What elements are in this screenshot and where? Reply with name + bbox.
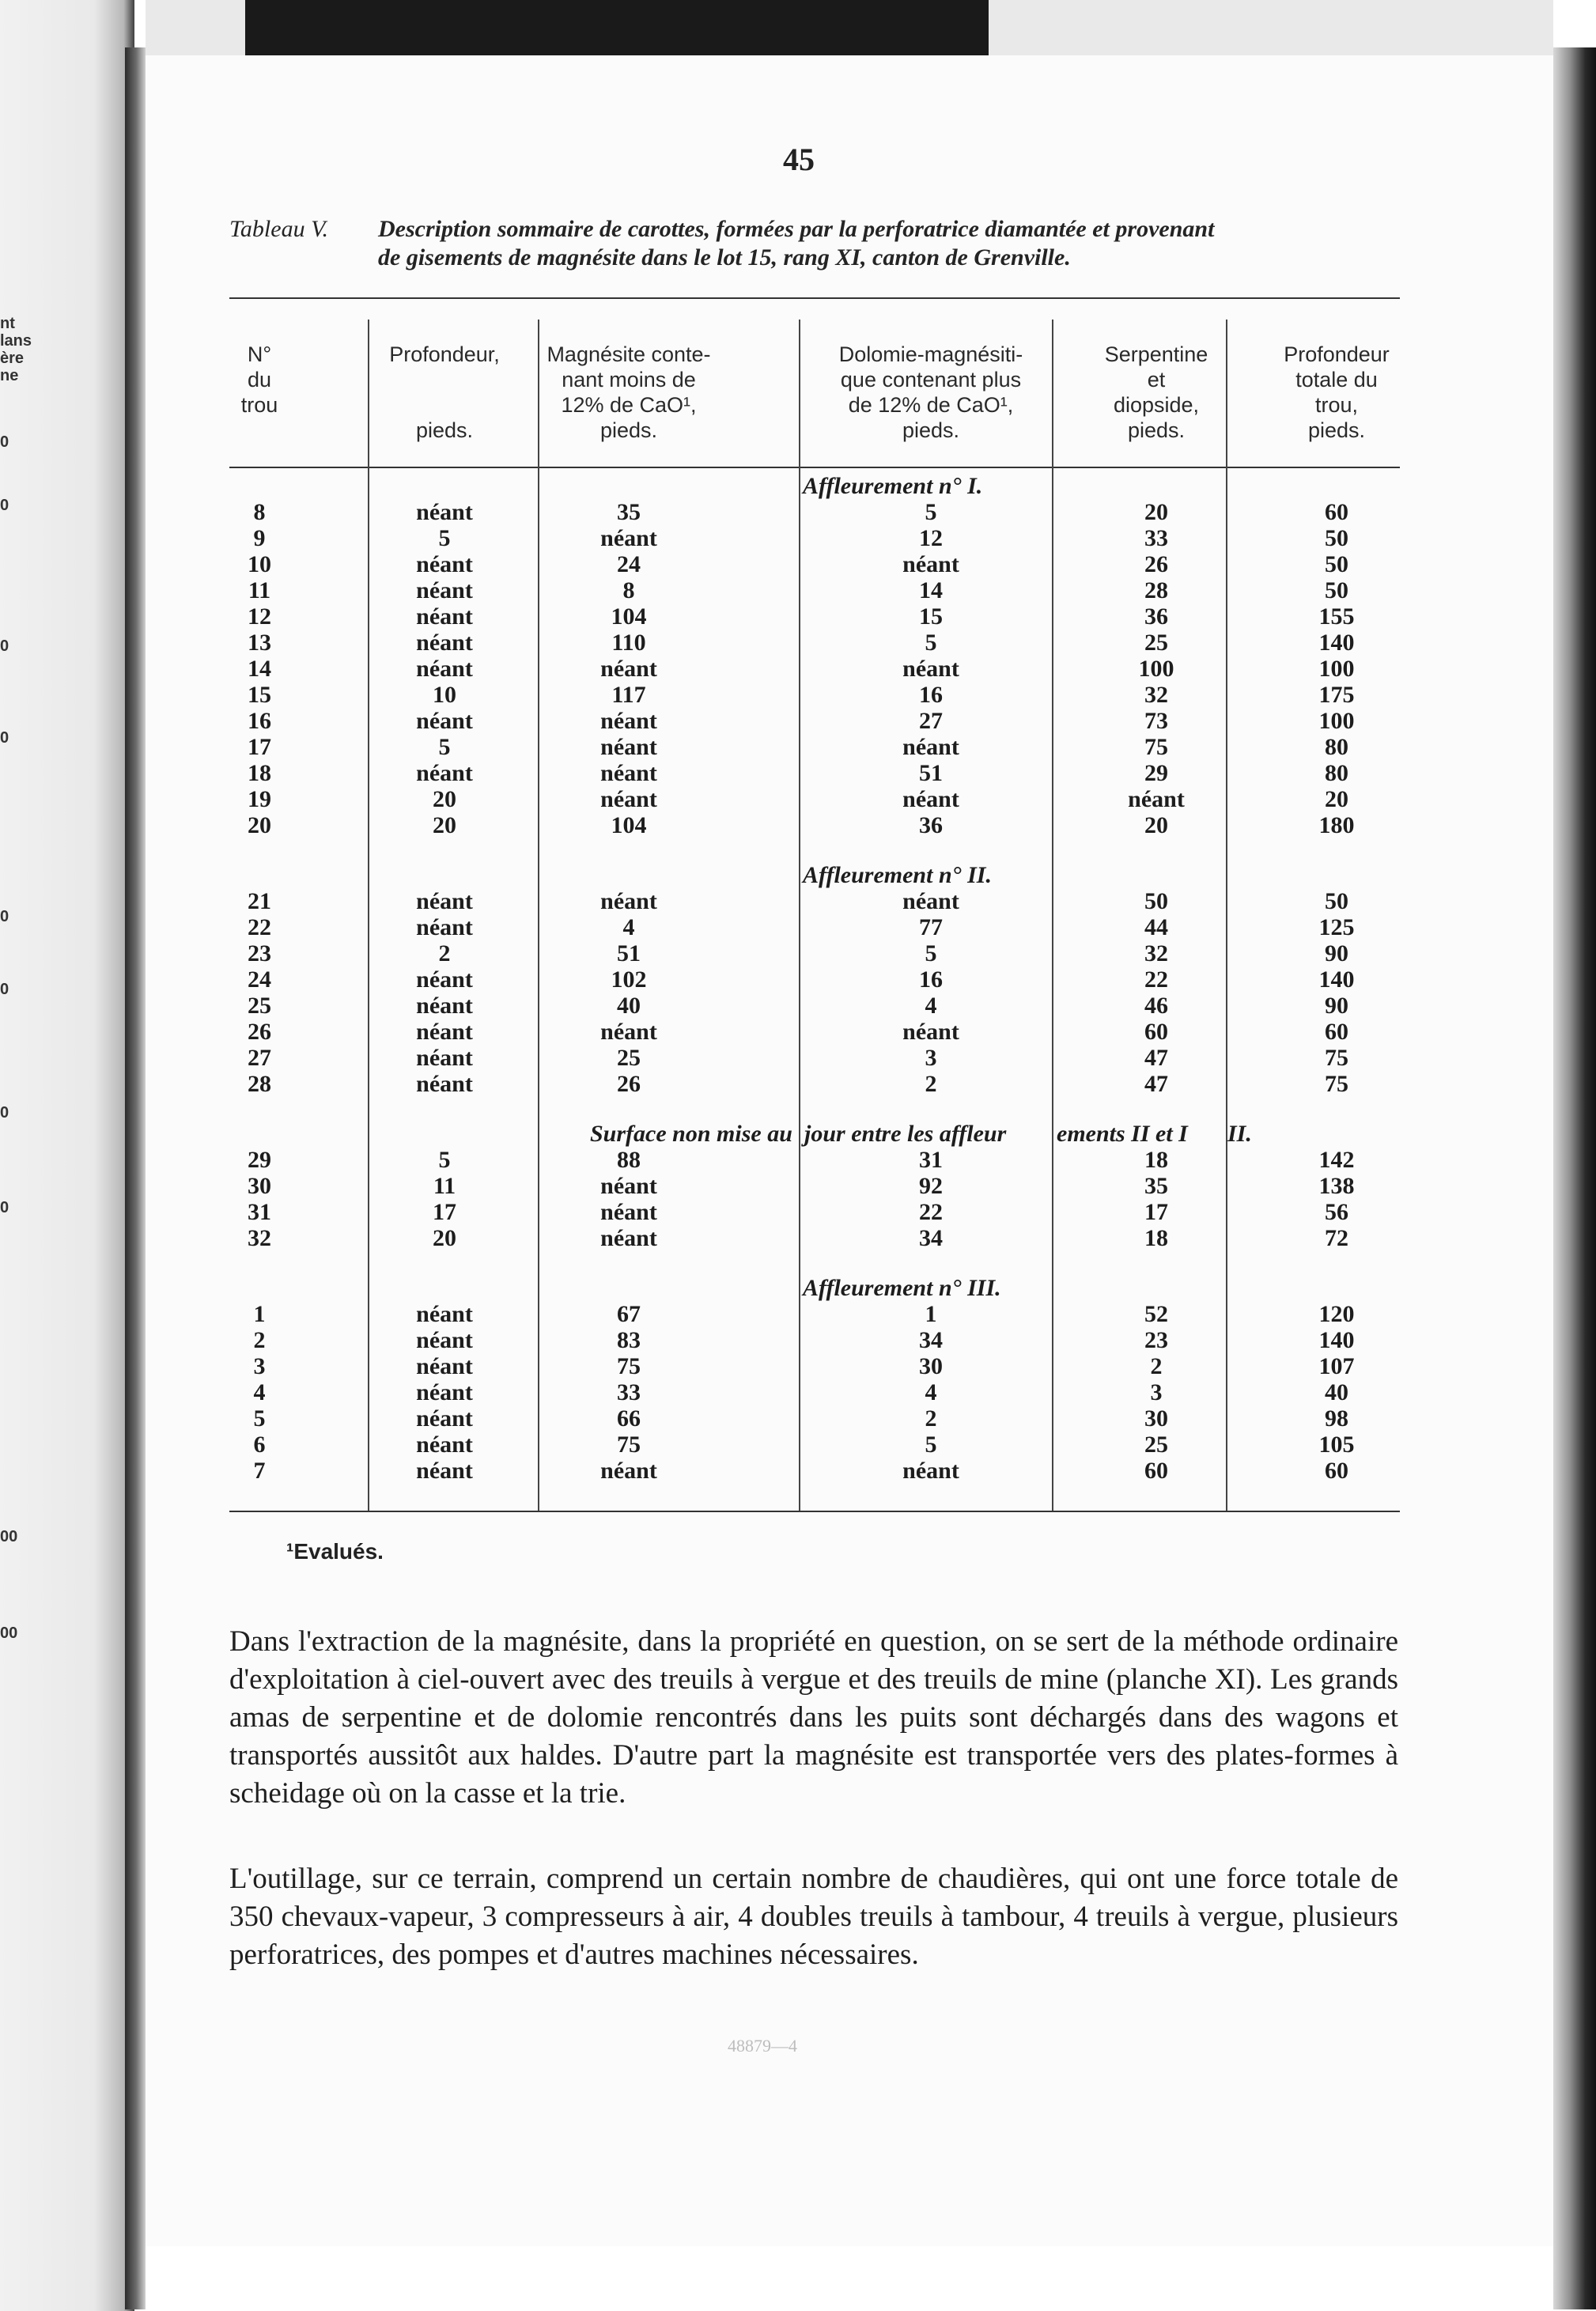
- table-cell: 8: [253, 499, 266, 525]
- table-cell: 34: [919, 1327, 943, 1353]
- table-cell: 17: [433, 1199, 456, 1225]
- table-cell: néant: [416, 1301, 473, 1327]
- left-page-fragment: 0: [0, 908, 9, 925]
- left-page-fragment: 0: [0, 981, 9, 998]
- table-row: [229, 760, 1400, 786]
- table-cell: 29: [1144, 760, 1168, 786]
- table-cell: 2: [253, 1327, 266, 1353]
- table-header-cell: pieds.: [599, 418, 658, 442]
- table-cell: néant: [416, 630, 473, 656]
- table-row: [229, 1199, 1400, 1225]
- table-row: [229, 1379, 1400, 1405]
- table-cell: 107: [1318, 1353, 1355, 1379]
- table-cell: 25: [1144, 1432, 1168, 1458]
- table-cell: 50: [1144, 888, 1168, 914]
- table-cell: 110: [611, 630, 646, 656]
- table-cell: 98: [1325, 1405, 1348, 1432]
- table-cell: néant: [600, 1458, 657, 1484]
- table-cell: 18: [1144, 1147, 1168, 1173]
- table-cell: néant: [416, 551, 473, 577]
- table-cell: 30: [919, 1353, 943, 1379]
- table-cell: 11: [433, 1173, 456, 1199]
- book-spine-shadow: [125, 47, 146, 2309]
- table-header-cell: Profondeur: [1284, 342, 1390, 366]
- table-cell: néant: [600, 786, 657, 812]
- caption-label: Tableau V.: [229, 216, 329, 242]
- table-cell: 92: [919, 1173, 943, 1199]
- table-cell: 4: [925, 993, 937, 1019]
- table-cell: 4: [253, 1379, 266, 1405]
- table-cell: 2: [925, 1071, 937, 1097]
- table-cell: néant: [902, 1019, 959, 1045]
- left-page-fragment: 0: [0, 497, 9, 514]
- table-cell: 50: [1325, 551, 1348, 577]
- table-header-cell: et: [1147, 368, 1166, 391]
- table-cell: 117: [611, 682, 646, 708]
- left-page-fragment: nt: [0, 315, 15, 332]
- table-cell: néant: [600, 656, 657, 682]
- table-header-cell: N°: [247, 342, 272, 366]
- table-cell: 100: [1138, 656, 1174, 682]
- table-cell: 8: [622, 577, 635, 603]
- table-cell: 20: [1144, 812, 1168, 838]
- table-cell: 44: [1144, 914, 1168, 940]
- table-cell: 100: [1318, 656, 1355, 682]
- table-cell: 33: [617, 1379, 641, 1405]
- table-cell: néant: [416, 708, 473, 734]
- table-cell: 88: [617, 1147, 641, 1173]
- table-cell: néant: [902, 786, 959, 812]
- table-cell: 27: [919, 708, 943, 734]
- table-cell: 30: [1144, 1405, 1168, 1432]
- table-cell: 40: [1325, 1379, 1348, 1405]
- table-cell: 40: [617, 993, 641, 1019]
- table-cell: 140: [1318, 630, 1355, 656]
- table-cell: 102: [611, 966, 647, 993]
- table-cell: néant: [416, 1045, 473, 1071]
- table-cell: 16: [919, 966, 943, 993]
- table-row: [229, 1301, 1400, 1327]
- table-cell: 23: [248, 940, 271, 966]
- table-cell: néant: [600, 760, 657, 786]
- table-cell: néant: [600, 1019, 657, 1045]
- table-cell: 75: [617, 1432, 641, 1458]
- table-cell: 16: [248, 708, 271, 734]
- table-cell: néant: [600, 888, 657, 914]
- printer-stamp: 48879—4: [728, 2036, 797, 2056]
- paragraph-equipment: L'outillage, sur ce terrain, comprend un certain nombre de chaudières, qui ont une force totale de 350 chevaux-vapeur, 3 compresseurs à air, 4 doubles treuils à tambour, 4 treuils à vergue, plusieurs perforatrices, des pompes et d'autres machines nécessaires.: [229, 1863, 1398, 1971]
- left-page-fragment: 0: [0, 1104, 9, 1121]
- table-cell: néant: [902, 551, 959, 577]
- table-cell: 100: [1318, 708, 1355, 734]
- table-cell: 35: [1144, 1173, 1168, 1199]
- table-cell: néant: [416, 760, 473, 786]
- left-page-fragment: 0: [0, 637, 9, 655]
- table-header-cell: pieds.: [415, 418, 474, 442]
- table-cell: néant: [416, 1405, 473, 1432]
- table-cell: 51: [617, 940, 641, 966]
- table-caption: [229, 215, 1416, 272]
- left-page-text-fragments: [0, 0, 32, 2311]
- table-cell: 31: [248, 1199, 271, 1225]
- table-cell: 1: [925, 1301, 937, 1327]
- table-cell: 4: [622, 914, 635, 940]
- table-cell: 9: [253, 525, 266, 551]
- table-cell: 28: [1144, 577, 1168, 603]
- table-cell: 26: [1144, 551, 1168, 577]
- table-row: [229, 888, 1400, 914]
- table-row: [229, 914, 1400, 940]
- table-cell: 13: [248, 630, 271, 656]
- table-cell: 2: [438, 940, 451, 966]
- table-row: [229, 630, 1400, 656]
- table-row: [229, 1045, 1400, 1071]
- table-cell: 24: [248, 966, 271, 993]
- table-cell: 20: [433, 786, 456, 812]
- table-cell: 142: [1318, 1147, 1355, 1173]
- table-header-cell: pieds.: [902, 418, 960, 442]
- table-cell: 60: [1144, 1458, 1168, 1484]
- table-row: [229, 786, 1400, 812]
- table-cell: néant: [416, 888, 473, 914]
- table-cell: 36: [919, 812, 943, 838]
- table-cell: 104: [611, 812, 647, 838]
- table-cell: 34: [919, 1225, 943, 1251]
- table-cell: 5: [925, 940, 937, 966]
- table-cell: 18: [248, 760, 271, 786]
- table-cell: 47: [1144, 1045, 1168, 1071]
- table-cell: 20: [248, 812, 271, 838]
- table-cell: 60: [1325, 499, 1348, 525]
- table-cell: 35: [617, 499, 641, 525]
- table-cell: 77: [919, 914, 943, 940]
- table-header-cell: Serpentine: [1104, 342, 1208, 366]
- table-row: [229, 499, 1400, 525]
- table-cell: néant: [902, 1458, 959, 1484]
- table-cell: 104: [611, 603, 647, 630]
- table-cell: néant: [902, 888, 959, 914]
- table-cell: 60: [1144, 1019, 1168, 1045]
- table-cell: 16: [919, 682, 943, 708]
- table-cell: 20: [1325, 786, 1348, 812]
- table-cell: 50: [1325, 525, 1348, 551]
- table-top-rule: [229, 297, 1400, 299]
- table-row: [229, 551, 1400, 577]
- table-cell: 27: [248, 1045, 271, 1071]
- table-header-cell: nant moins de: [562, 368, 696, 391]
- caption-line-2: de gisements de magnésite dans le lot 15, rang XI, canton de Grenville.: [378, 244, 1071, 270]
- table-cell: 22: [1144, 966, 1168, 993]
- table-header-cell: Magnésite conte-: [546, 342, 711, 366]
- table-header-cell: du: [247, 368, 272, 391]
- table-footnote: ¹Evalués.: [286, 1539, 384, 1564]
- table-cell: 26: [248, 1019, 271, 1045]
- page-right-edge: [1553, 47, 1596, 2309]
- table-cell: néant: [416, 656, 473, 682]
- table-cell: 12: [919, 525, 943, 551]
- table-row: [229, 1353, 1400, 1379]
- table-cell: 17: [1144, 1199, 1168, 1225]
- table-header-rule: [229, 467, 1400, 468]
- table-cell: 25: [1144, 630, 1168, 656]
- table-header-cell: diopside,: [1113, 393, 1200, 417]
- table-cell: néant: [416, 1458, 473, 1484]
- table-cell: 175: [1318, 682, 1355, 708]
- page-number: 45: [783, 142, 815, 177]
- table-row: [229, 656, 1400, 682]
- table-cell: 155: [1318, 603, 1355, 630]
- table-cell: 2: [925, 1405, 937, 1432]
- table-header-cell: Dolomie-magnésiti-: [838, 342, 1023, 366]
- table-row: [229, 993, 1400, 1019]
- table-row: [229, 734, 1400, 760]
- table-cell: 66: [617, 1405, 641, 1432]
- table-cell: néant: [416, 1327, 473, 1353]
- table-cell: 72: [1325, 1225, 1348, 1251]
- table-cell: néant: [600, 1173, 657, 1199]
- table-cell: 20: [433, 1225, 456, 1251]
- section-title-part: jour entre les affleur: [804, 1121, 1007, 1147]
- table-cell: néant: [600, 525, 657, 551]
- table-row: [229, 577, 1400, 603]
- table-cell: 32: [1144, 940, 1168, 966]
- table-cell: 67: [617, 1301, 641, 1327]
- table-cell: néant: [416, 577, 473, 603]
- table-cell: 22: [248, 914, 271, 940]
- table-row: [229, 1327, 1400, 1353]
- left-page-fragment: lans: [0, 332, 32, 350]
- table-cell: 17: [248, 734, 271, 760]
- section-title: Affleurement n° II.: [803, 862, 992, 888]
- table-cell: néant: [600, 1199, 657, 1225]
- section-title: Affleurement n° I.: [803, 473, 983, 499]
- table-cell: 7: [253, 1458, 266, 1484]
- left-page-fragment: 0: [0, 729, 9, 747]
- table-cell: néant: [600, 1225, 657, 1251]
- table-row: [229, 603, 1400, 630]
- table-cell: 75: [1144, 734, 1168, 760]
- table-cell: néant: [416, 603, 473, 630]
- table-cell: 15: [248, 682, 271, 708]
- section-title: Affleurement n° III.: [803, 1275, 1001, 1301]
- table-cell: 5: [438, 1147, 451, 1173]
- table-cell: 60: [1325, 1019, 1348, 1045]
- table-cell: 31: [919, 1147, 943, 1173]
- table-cell: 60: [1325, 1458, 1348, 1484]
- table-header-cell: Profondeur,: [389, 342, 500, 366]
- table-cell: 18: [1144, 1225, 1168, 1251]
- table-cell: 5: [925, 630, 937, 656]
- table-cell: 25: [248, 993, 271, 1019]
- table-row: [229, 1432, 1400, 1458]
- table-row: [229, 966, 1400, 993]
- table-cell: 6: [253, 1432, 266, 1458]
- table-cell: néant: [416, 1019, 473, 1045]
- table-cell: néant: [416, 1353, 473, 1379]
- table-cell: 3: [253, 1353, 266, 1379]
- table-row: [229, 1173, 1400, 1199]
- table-cell: 5: [438, 525, 451, 551]
- table-cell: 10: [433, 682, 456, 708]
- table-cell: 32: [248, 1225, 271, 1251]
- table-cell: 47: [1144, 1071, 1168, 1097]
- table-cell: néant: [416, 966, 473, 993]
- table-cell: 33: [1144, 525, 1168, 551]
- table-cell: 29: [248, 1147, 271, 1173]
- table-row: [229, 682, 1400, 708]
- table-cell: 140: [1318, 966, 1355, 993]
- table-row: [229, 525, 1400, 551]
- table-cell: néant: [1128, 786, 1185, 812]
- table-cell: néant: [416, 1071, 473, 1097]
- table-row: [229, 812, 1400, 838]
- table-cell: 138: [1318, 1173, 1355, 1199]
- paragraph-extraction: Dans l'extraction de la magnésite, dans la propriété en question, on se sert de la méthode ordinaire d'exploitation à ciel-ouvert avec des treuils à vergue et des treuils de mine (planche XI). Les grands amas de serpentine et de dolomie rencontrés dans les puits sont déchargés dans des wagons et transportés aussitôt aux haldes. D'autre part la magnésite est transportée vers des plates-formes à scheidage où on la casse et la trie.: [229, 1625, 1398, 1810]
- table-cell: 21: [248, 888, 271, 914]
- table-cell: 28: [248, 1071, 271, 1097]
- table-header-cell: totale du: [1295, 368, 1378, 391]
- table-row: [229, 940, 1400, 966]
- table-cell: 105: [1318, 1432, 1355, 1458]
- table-cell: 24: [617, 551, 641, 577]
- table-cell: 80: [1325, 760, 1348, 786]
- table-cell: 15: [919, 603, 943, 630]
- table-cell: 14: [919, 577, 943, 603]
- table-cell: 1: [253, 1301, 266, 1327]
- table-cell: néant: [600, 708, 657, 734]
- left-page-fragment: 00: [0, 1625, 18, 1642]
- table-cell: 83: [617, 1327, 641, 1353]
- table-header-cell: 12% de CaO¹,: [561, 393, 697, 417]
- table-cell: néant: [416, 1432, 473, 1458]
- table-cell: 140: [1318, 1327, 1355, 1353]
- table-cell: 75: [1325, 1071, 1348, 1097]
- table-cell: néant: [902, 734, 959, 760]
- section-title-part: II.: [1227, 1121, 1252, 1147]
- table-cell: 23: [1144, 1327, 1168, 1353]
- table-cell: 10: [248, 551, 271, 577]
- left-page-fragment: 00: [0, 1528, 18, 1545]
- table-cell: 56: [1325, 1199, 1348, 1225]
- table-row: [229, 708, 1400, 734]
- table-cell: 5: [925, 1432, 937, 1458]
- table-cell: 180: [1318, 812, 1355, 838]
- table-cell: 120: [1318, 1301, 1355, 1327]
- table-header-cell: que contenant plus: [840, 368, 1022, 391]
- table-cell: 3: [1150, 1379, 1163, 1405]
- table-cell: 5: [253, 1405, 266, 1432]
- table-header-cell: trou: [240, 393, 278, 417]
- table-cell: 12: [248, 603, 271, 630]
- caption-line-1: Description sommaire de carottes, formées par la perforatrice diamantée et provenant: [378, 216, 1215, 242]
- core-description-table: [229, 297, 1400, 1523]
- section-title-part: ements II et I: [1057, 1121, 1188, 1147]
- table-cell: 36: [1144, 603, 1168, 630]
- table-cell: néant: [416, 1379, 473, 1405]
- table-cell: 46: [1144, 993, 1168, 1019]
- table-cell: 2: [1150, 1353, 1163, 1379]
- table-cell: 32: [1144, 682, 1168, 708]
- left-page-fragment: 0: [0, 1199, 9, 1216]
- table-cell: 20: [1144, 499, 1168, 525]
- table-bottom-rule: [229, 1511, 1400, 1512]
- table-cell: 125: [1318, 914, 1355, 940]
- table-cell: 90: [1325, 993, 1348, 1019]
- table-cell: 75: [617, 1353, 641, 1379]
- left-page-fragment: ère: [0, 350, 25, 367]
- table-cell: 75: [1325, 1045, 1348, 1071]
- table-cell: 90: [1325, 940, 1348, 966]
- table-cell: 50: [1325, 577, 1348, 603]
- table-cell: 22: [919, 1199, 943, 1225]
- table-row: [229, 1405, 1400, 1432]
- table-cell: 20: [433, 812, 456, 838]
- table-header-cell: pieds.: [1307, 418, 1366, 442]
- table-cell: néant: [600, 734, 657, 760]
- table-cell: 26: [617, 1071, 641, 1097]
- table-row: [229, 1225, 1400, 1251]
- table-cell: 5: [925, 499, 937, 525]
- left-page-fragment: ne: [0, 367, 19, 384]
- table-cell: 11: [248, 577, 271, 603]
- table-cell: néant: [416, 499, 473, 525]
- table-cell: 5: [438, 734, 451, 760]
- section-title-part: Surface non mise au: [590, 1121, 792, 1147]
- table-row: [229, 1019, 1400, 1045]
- table-cell: 19: [248, 786, 271, 812]
- table-cell: néant: [416, 993, 473, 1019]
- table-row: [229, 1147, 1400, 1173]
- table-cell: 3: [925, 1045, 937, 1071]
- table-cell: néant: [416, 914, 473, 940]
- table-cell: 25: [617, 1045, 641, 1071]
- table-header-cell: trou,: [1314, 393, 1359, 417]
- table-cell: 73: [1144, 708, 1168, 734]
- left-page-fragment: 0: [0, 433, 9, 451]
- table-cell: 50: [1325, 888, 1348, 914]
- table-cell: 30: [248, 1173, 271, 1199]
- table-header-cell: de 12% de CaO¹,: [848, 393, 1014, 417]
- table-cell: 4: [925, 1379, 937, 1405]
- table-cell: 80: [1325, 734, 1348, 760]
- table-header-cell: pieds.: [1127, 418, 1186, 442]
- table-cell: 52: [1144, 1301, 1168, 1327]
- table-row: [229, 1071, 1400, 1097]
- table-cell: néant: [902, 656, 959, 682]
- table-cell: 14: [248, 656, 271, 682]
- table-cell: 51: [919, 760, 943, 786]
- table-row: [229, 1458, 1400, 1484]
